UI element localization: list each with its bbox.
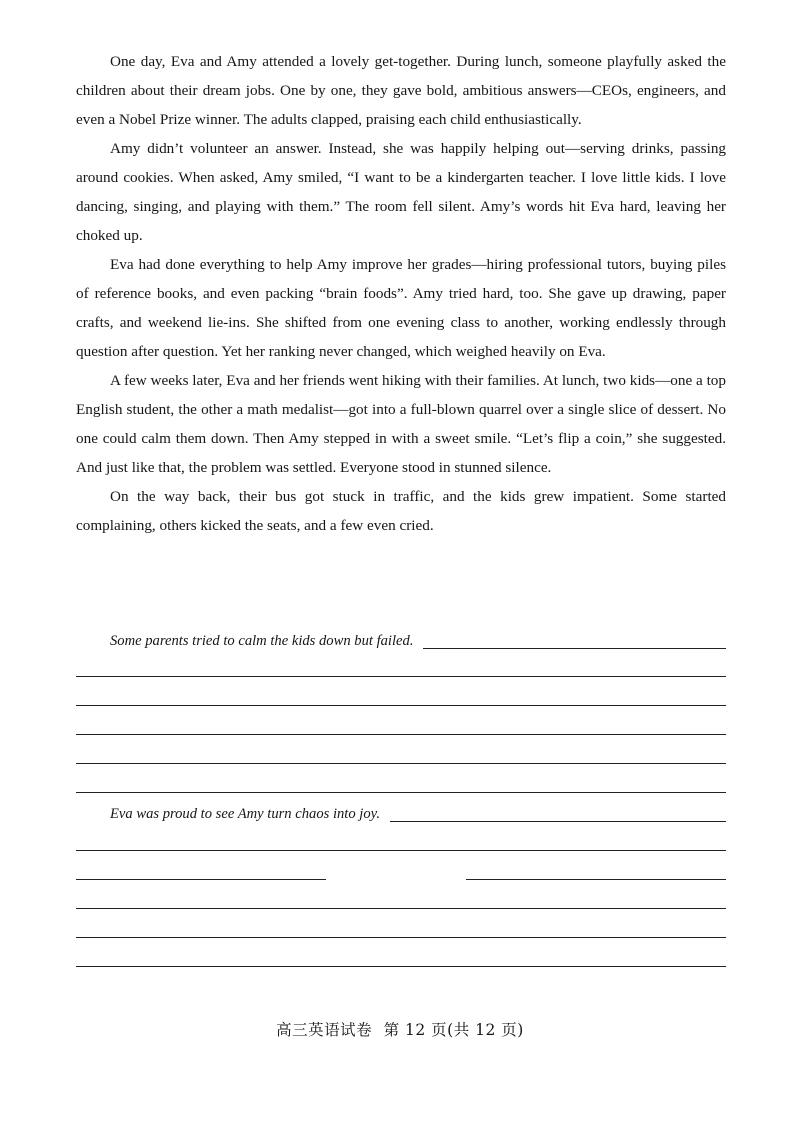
answer-line[interactable] — [76, 734, 726, 735]
paragraph-1: One day, Eva and Amy attended a lovely get-together. During lunch, someone playfully asked the children about their dream jobs. One by one, they gave bold, ambitious answers—CEOs, engineers, and even a Nobel Prize winner. The adults clapped, praising each child enthusiastically. — [76, 53, 726, 128]
story-passage — [76, 47, 726, 540]
page-footer — [0, 1018, 800, 1040]
answer-line[interactable] — [76, 676, 726, 677]
paragraph-4: A few weeks later, Eva and her friends went hiking with their families. At lunch, two kids—one a top English student, the other a math medalist—got into a full-blown quarrel over a single slice of dessert. No one could calm them down. Then Amy stepped in with a sweet smile. “Let’s flip a coin,” she suggested. And just like that, the problem was settled. Everyone stood in stunned silence. — [76, 372, 726, 476]
answer-line-short[interactable] — [466, 879, 726, 880]
answer-line[interactable] — [76, 937, 726, 938]
prompt-2-text: Eva was proud to see Amy turn chaos into joy. — [110, 806, 380, 822]
continuation-prompt-2 — [76, 799, 726, 827]
prompt-1-text: Some parents tried to calm the kids down but failed. — [110, 633, 414, 649]
answer-line[interactable] — [76, 705, 726, 706]
answer-line-short[interactable] — [76, 879, 326, 880]
page-number: 第 12 页(共 12 页) — [383, 1021, 524, 1039]
exam-title: 高三英语试卷 — [276, 1021, 373, 1039]
prompt-2-blank[interactable] — [390, 820, 726, 822]
paragraph-3: Eva had done everything to help Amy improve her grades—hiring professional tutors, buying piles of reference books, and even packing “brain foods”. Amy tried hard, too. She gave up drawing, paper crafts, and weekend lie-ins. She shifted from one evening class to another, working endlessly through question after question. Yet her ranking never changed, which weighed heavily on Eva. — [76, 256, 726, 360]
answer-line[interactable] — [76, 792, 726, 793]
prompt-1-blank[interactable] — [423, 647, 726, 649]
answer-line[interactable] — [76, 966, 726, 967]
answer-line[interactable] — [76, 763, 726, 764]
answer-line[interactable] — [76, 908, 726, 909]
paragraph-5: On the way back, their bus got stuck in traffic, and the kids grew impatient. Some started complaining, others kicked the seats, and a few even cried. — [76, 488, 726, 534]
paragraph-2: Amy didn’t volunteer an answer. Instead, she was happily helping out—serving drinks, passing around cookies. When asked, Amy smiled, “I want to be a kindergarten teacher. I love little kids. I love dancing, singing, and playing with them.” The room fell silent. Amy’s words hit Eva hard, leaving her choked up. — [76, 140, 726, 244]
answer-line[interactable] — [76, 850, 726, 851]
continuation-prompt-1 — [76, 626, 726, 654]
